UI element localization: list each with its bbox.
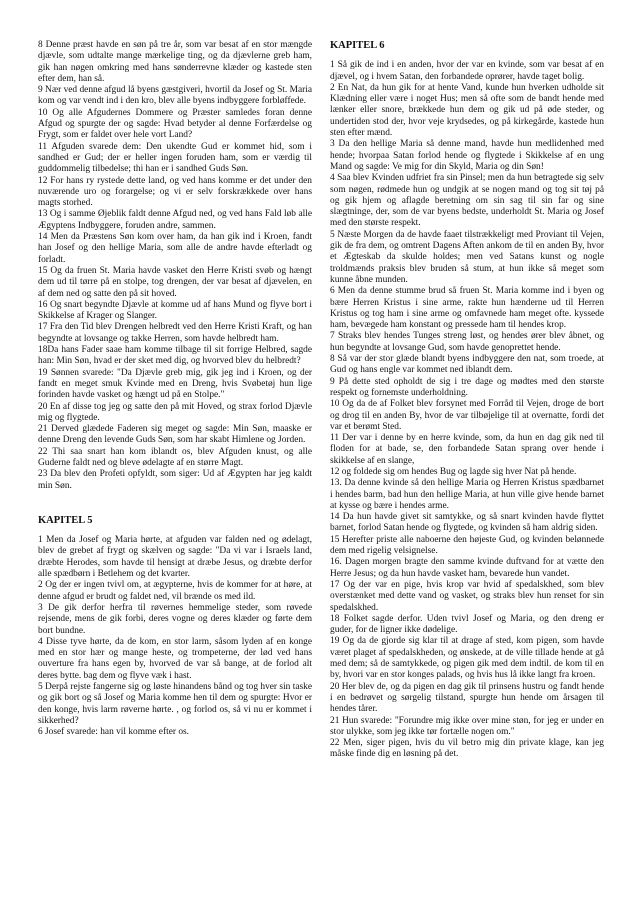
verse-paragraph: 16. Dagen morgen bragte den samme kvinde duftvand for at vætte den Herre Jesus; og da hun havde vasket ham, bevarede hun vandet.: [330, 557, 604, 579]
verse-paragraph: 1 Men da Josef og Maria hørte, at afguden var falden ned og ødelagt, blev de grebet af frygt og skælven og sagde: "Da vi var i Israels land, dræbte Herodes, som havde til hensigt at dræbe Jesus, og dræbte derfor alle spædbørn i Betlehem og det kvarter.: [38, 535, 312, 580]
verse-paragraph: 10 Og alle Afgudernes Dommere og Præster samledes foran denne Afgud og spurgte der og sagde: Hvad betyder al denne Forfærdelse og Frygt, som er faldet over hele vort Land?: [38, 107, 312, 141]
verse-paragraph: 1 Så gik de ind i en anden, hvor der var en kvinde, som var besat af en djævel, og i hvem Satan, den forbandede oprører, havde taget bolig.: [330, 60, 604, 82]
verse-paragraph: 3 Da den hellige Maria så denne mand, havde hun medlidenhed med hende; hvorpaa Satan forlod hende og flygtede i Skikkelse af en ung Mand og sagde: Ve mig for din Skyld, Maria og din Søn!: [330, 139, 604, 172]
verses-chapter-6: [330, 60, 604, 760]
verse-paragraph: 5 Næste Morgen da de havde faaet tilstrækkeligt med Proviant til Vejen, gik de fra dem, og omtrent Dagens Aften ankom de til en anden By, hvor et Ægteskab da skulde holdes; men ved Satans kunst og nogle troldmænds praksis blev bruden så stum, at hun ikke så meget som kunne åbne munden.: [330, 229, 604, 285]
verse-paragraph: 22 Men, siger pigen, hvis du vil betro mig din private klage, kan jeg måske finde dig en løsning på det.: [330, 738, 604, 760]
verse-paragraph: 2 Og der er ingen tvivl om, at ægypterne, hvis de kommer for at høre, at denne afgud er brudt og faldet ned, vil brænde os med ild.: [38, 580, 312, 602]
verse-paragraph: 3 De gik derfor herfra til røvernes hemmelige steder, som røvede rejsende, mens de gik forbi, deres vogne og deres klæder og førte dem bort bundne.: [38, 602, 312, 636]
verse-paragraph: 20 Her blev de, og da pigen en dag gik til prinsens hustru og fandt hende i en bedrøvet og sørgelig tilstand, spurgte hun hende om årsagen til hendes tårer.: [330, 681, 604, 715]
verse-paragraph: 4 Saa blev Kvinden udfriet fra sin Pinsel; men da hun betragtede sig selv som nøgen, rødmede hun og undgik at se nogen mand og tog sit tøj på og gik hjem og aflagde beretning om sin sag til sin far og sine slægtninge, der, som de var byens bedste, underholdt St. Maria og Josef med den største respekt.: [330, 173, 604, 229]
verse-paragraph: 6 Josef svarede: han vil komme efter os.: [38, 727, 189, 738]
verse-paragraph: 23 Da blev den Profeti opfyldt, som siger: Ud af Ægypten har jeg kaldt min Søn.: [38, 469, 312, 491]
verse-paragraph: 21 Hun svarede: "Forundre mig ikke over mine støn, for jeg er under en stor ulykke, som jeg ikke tør fortælle nogen om.": [330, 715, 604, 737]
verse-paragraph: 11 Afguden svarede dem: Den ukendte Gud er kommet hid, som i sandhed er Gud; der er heller ingen foruden ham, som er værdig til guddommelig tilbedelse; thi han er i sandhed Guds Søn.: [38, 141, 312, 175]
verse-paragraph: 21 Derved glædede Faderen sig meget og sagde: Min Søn, maaske er denne Dreng den levende Guds Søn, som har skabt Himlene og Jorden.: [38, 424, 312, 446]
verse-paragraph: 9 Nær ved denne afgud lå byens gæstgiveri, hvortil da Josef og St. Maria kom og var vendt ind i den kro, blev alle byens indbyggere forbløffede.: [38, 85, 312, 107]
verse-paragraph: 11 Der var i denne by en herre kvinde, som, da hun en dag gik ned til floden for at bade, se, den forbandede Satan sprang over hende i skikkelse af en slange,: [330, 433, 604, 466]
verse-paragraph: 17 Og der var en pige, hvis krop var hvid af spedalskhed, som blev overstænket med dette vand og vasket, og straks blev hun renset for sin spedalskhed.: [330, 579, 604, 613]
verse-paragraph: 14 Men da Præstens Søn kom over ham, da han gik ind i Kroen, fandt han Josef og den hellige Maria, som alle de andre havde efterladt og forladt.: [38, 232, 312, 265]
chapter-6-heading: KAPITEL 6: [330, 40, 385, 51]
verse-paragraph: 17 Fra den Tid blev Drengen helbredt ved den Herre Kristi Kraft, og han begyndte at lovsange og takke Herren, som havde helbredt ham.: [38, 322, 312, 344]
verse-paragraph: 13 Og i samme Øjeblik faldt denne Afgud ned, og ved hans Fald løb alle Ægyptens Indbyggere, foruden andre, sammen.: [38, 209, 312, 231]
verse-paragraph: 18Da hans Fader saae ham komme tilbage til sit forrige Helbred, sagde han: Min Søn, hvad er der sket med dig, og hvorved blev du helbredt?: [38, 345, 312, 367]
left-column: [38, 40, 312, 761]
verse-paragraph: 12 For hans ry rystede dette land, og ved hans komme er det under den nuværende uro og forargelse; og vi er selv forskrækkede over hans magts storhed.: [38, 175, 312, 209]
verse-paragraph: 18 Folket sagde derfor. Uden tvivl Josef og Maria, og den dreng er guder, for de ligner ikke dødelige.: [330, 613, 604, 636]
document-page: [38, 40, 604, 761]
verse-paragraph: 6 Men da denne stumme brud så fruen St. Maria komme ind i byen og bære Herren Kristus i sine arme, rakte hun hænderne ud til Herren Kristus og tog ham i sine arme og omfavnede ham meget ofte. kyssede ham, bevægede ham konstant og pressede ham til hendes krop.: [330, 286, 604, 331]
right-column: [330, 40, 604, 761]
verse-paragraph: 8 Denne præst havde en søn på tre år, som var besat af en stor mængde djævle, som udtalte mange mærkelige ting, og da djævlerne greb ham, gik han nøgen omkring med hans sønderrevne klæder og kastede sten efter dem, han så.: [38, 40, 312, 84]
verse-paragraph: 5 Derpå rejste fangerne sig og løste hinandens bånd og tog hver sin taske og gik bort og så Josef og Maria komme hen til dem og spurgte: Hvor er den konge, hvis larm røverne hørte. , og forlod os, så vi nu er kommet i sikkerhed?: [38, 682, 312, 726]
verse-paragraph: 19 Sønnen svarede: "Da Djævle greb mig, gik jeg ind i Kroen, og der fandt en meget smuk Kvinde med en Dreng, hvis Svøbetøj hun lige forinden havde vasket og hængt ud på en Stolpe.": [38, 367, 312, 401]
verses-chapter-4-end: [38, 40, 312, 492]
verse-paragraph: 9 På dette sted opholdt de sig i tre dage og mødtes med den største respekt og fornemste underholdning.: [330, 376, 604, 398]
verse-paragraph: 7 Straks blev hendes Tunges streng løst, og hendes ører blev åbnet, og hun begyndte at lovsange Gud, som havde genoprettet hende.: [330, 331, 604, 353]
verse-paragraph: 4 Disse tyve hørte, da de kom, en stor larm, såsom lyden af en konge med en stor hær og mange heste, og trompeterne, der lød ved hans ouverture fra hans egen by, hvorved de var så bange, at de forlod alt deres bytte. bag dem og flyve væk i hast.: [38, 636, 312, 681]
verse-paragraph: 8 Så var der stor glæde blandt byens indbyggere den nat, som troede, at Gud og hans engle var kommet ned iblandt dem.: [330, 354, 604, 376]
verse-paragraph: 12 og foldede sig om hendes Bug og lagde sig hver Nat på hende.: [330, 466, 577, 477]
verse-paragraph: 15 Og da fruen St. Maria havde vasket den Herre Kristi svøb og hængt dem ud til tørre på en stolpe, tog drengen, der var besat af djævelen, en af dem ned og satte den på sit hoved.: [38, 265, 312, 299]
verse-paragraph: 10 Og da de af Folket blev forsynet med Forråd til Vejen, droge de bort og drog til en anden By, hvor de var tilbøjelige til at overnatte, fordi det var et berømt Sted.: [330, 399, 604, 432]
verse-paragraph: 15 Herefter priste alle naboerne den højeste Gud, og kvinden belønnede dem med rigelig velsignelse.: [330, 534, 604, 557]
chapter-5-heading: KAPITEL 5: [38, 514, 93, 526]
verse-paragraph: 19 Og da de gjorde sig klar til at drage af sted, kom pigen, som havde været plaget af spedalskheden, og ønskede, at de ville tillade hende at gå med dem; så de samtykkede, og pigen gik med dem indtil. de kom til en by, hvori var en stor konges palads, og hvis hus lå ikke langt fra kroen.: [330, 636, 604, 681]
verse-paragraph: 2 En Nat, da hun gik for at hente Vand, kunde hun hverken udholde sit Klædning eller være i noget Hus; men så ofte som de bandt hende med lænker eller snore, brækkede hun dem og gik ud på øde steder, og undertiden stod der, hvor veje krydsedes, og på kirkegårde, kastede hun sten efter mænd.: [330, 82, 604, 139]
verse-paragraph: 20 En af disse tog jeg og satte den på mit Hoved, og strax forlod Djævle mig og flygtede.: [38, 401, 312, 423]
verse-paragraph: 13. Da denne kvinde så den hellige Maria og Herren Kristus spædbarnet i hendes barm, bad hun den hellige Maria, at hun ville give hende barnet at kysse og bære i hendes arme.: [330, 478, 604, 511]
verse-paragraph: 16 Og snart begyndte Djævle at komme ud af hans Mund og flyve bort i Skikkelse af Krager og Slanger.: [38, 299, 312, 322]
verse-paragraph: 22 Thi saa snart han kom iblandt os, blev Afguden knust, og alle Guderne faldt ned og bleve ødelagte af en større Magt.: [38, 446, 312, 468]
verse-paragraph: 14 Da hun havde givet sit samtykke, og så snart kvinden havde flyttet barnet, forlod Satan hende og flygtede, og kvinden så ham aldrig siden.: [330, 512, 604, 534]
verses-chapter-5: [38, 535, 312, 738]
